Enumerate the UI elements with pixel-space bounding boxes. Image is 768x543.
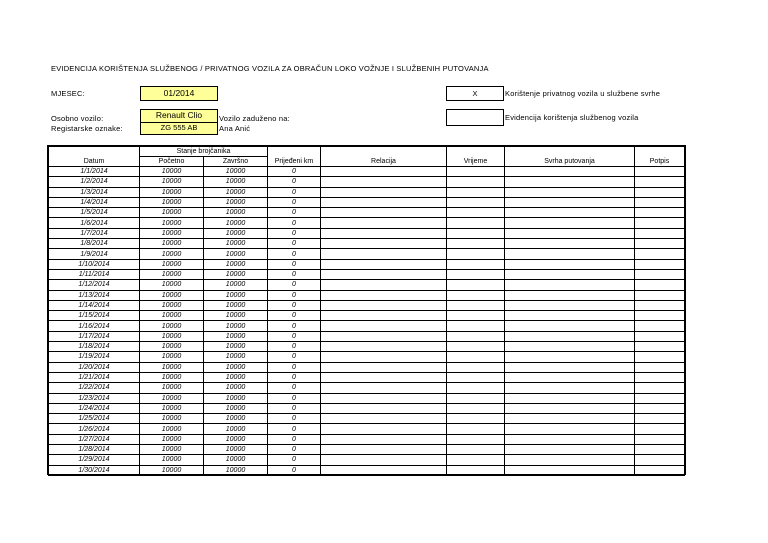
row-date: 1/21/2014 xyxy=(49,372,140,382)
row-start-odometer: 10000 xyxy=(140,311,204,321)
row-start-odometer: 10000 xyxy=(140,342,204,352)
row-route[interactable] xyxy=(321,249,447,259)
row-signature[interactable] xyxy=(635,177,685,187)
row-date: 1/11/2014 xyxy=(49,269,140,279)
row-distance: 0 xyxy=(268,321,321,331)
row-end-odometer: 10000 xyxy=(204,208,268,218)
row-end-odometer: 10000 xyxy=(204,259,268,269)
row-end-odometer: 10000 xyxy=(204,269,268,279)
row-end-odometer: 10000 xyxy=(204,239,268,249)
row-signature[interactable] xyxy=(635,434,685,444)
row-time[interactable] xyxy=(447,208,505,218)
row-date: 1/14/2014 xyxy=(49,300,140,310)
table-row xyxy=(49,218,685,228)
document-title: EVIDENCIJA KORIŠTENJA SLUŽBENOG / PRIVATNOG VOZILA ZA OBRAČUN LOKO VOŽNJE I SLUŽBENIH PUTOVANJA xyxy=(51,64,489,73)
company-vehicle-checkbox[interactable] xyxy=(446,109,504,126)
row-route[interactable] xyxy=(321,434,447,444)
row-purpose[interactable] xyxy=(505,403,635,413)
row-date: 1/12/2014 xyxy=(49,280,140,290)
row-purpose[interactable] xyxy=(505,455,635,465)
row-signature[interactable] xyxy=(635,259,685,269)
row-distance: 0 xyxy=(268,342,321,352)
registration-field[interactable]: ZG 555 AB xyxy=(140,122,218,135)
row-route[interactable] xyxy=(321,362,447,372)
table-row xyxy=(49,445,685,455)
row-date: 1/27/2014 xyxy=(49,434,140,444)
row-distance: 0 xyxy=(268,208,321,218)
row-signature[interactable] xyxy=(635,455,685,465)
row-route[interactable] xyxy=(321,259,447,269)
table-row xyxy=(49,424,685,434)
row-distance: 0 xyxy=(268,269,321,279)
row-date: 1/6/2014 xyxy=(49,218,140,228)
table-row xyxy=(49,311,685,321)
row-distance: 0 xyxy=(268,372,321,382)
row-date: 1/28/2014 xyxy=(49,445,140,455)
row-distance: 0 xyxy=(268,218,321,228)
row-time[interactable] xyxy=(447,218,505,228)
row-route[interactable] xyxy=(321,280,447,290)
row-distance: 0 xyxy=(268,290,321,300)
row-time[interactable] xyxy=(447,383,505,393)
row-time[interactable] xyxy=(447,372,505,382)
row-distance: 0 xyxy=(268,177,321,187)
row-distance: 0 xyxy=(268,383,321,393)
table-row xyxy=(49,290,685,300)
row-distance: 0 xyxy=(268,434,321,444)
table-row xyxy=(49,352,685,362)
row-signature[interactable] xyxy=(635,424,685,434)
private-vehicle-checkbox[interactable]: X xyxy=(446,86,504,101)
row-purpose[interactable] xyxy=(505,177,635,187)
row-route[interactable] xyxy=(321,218,447,228)
row-purpose[interactable] xyxy=(505,331,635,341)
row-purpose[interactable] xyxy=(505,352,635,362)
row-signature[interactable] xyxy=(635,187,685,197)
assigned-label: Vozilo zaduženo na: xyxy=(219,114,290,123)
row-route[interactable] xyxy=(321,424,447,434)
row-route[interactable] xyxy=(321,352,447,362)
row-date: 1/24/2014 xyxy=(49,403,140,413)
row-start-odometer: 10000 xyxy=(140,455,204,465)
row-date: 1/22/2014 xyxy=(49,383,140,393)
row-date: 1/7/2014 xyxy=(49,228,140,238)
row-route[interactable] xyxy=(321,208,447,218)
row-end-odometer: 10000 xyxy=(204,331,268,341)
row-route[interactable] xyxy=(321,290,447,300)
row-start-odometer: 10000 xyxy=(140,290,204,300)
row-distance: 0 xyxy=(268,167,321,177)
row-route[interactable] xyxy=(321,372,447,382)
row-route[interactable] xyxy=(321,187,447,197)
row-distance: 0 xyxy=(268,403,321,413)
month-label: MJESEC: xyxy=(51,89,85,98)
row-start-odometer: 10000 xyxy=(140,208,204,218)
row-end-odometer: 10000 xyxy=(204,177,268,187)
row-signature[interactable] xyxy=(635,414,685,424)
row-distance: 0 xyxy=(268,249,321,259)
row-signature[interactable] xyxy=(635,331,685,341)
row-end-odometer: 10000 xyxy=(204,372,268,382)
row-signature[interactable] xyxy=(635,362,685,372)
row-purpose[interactable] xyxy=(505,342,635,352)
table-row xyxy=(49,342,685,352)
row-purpose[interactable] xyxy=(505,239,635,249)
table-row xyxy=(49,372,685,382)
row-time[interactable] xyxy=(447,455,505,465)
row-date: 1/29/2014 xyxy=(49,455,140,465)
table-row xyxy=(49,280,685,290)
row-purpose[interactable] xyxy=(505,269,635,279)
row-route[interactable] xyxy=(321,455,447,465)
row-start-odometer: 10000 xyxy=(140,414,204,424)
row-route[interactable] xyxy=(321,414,447,424)
table-row xyxy=(49,414,685,424)
row-start-odometer: 10000 xyxy=(140,280,204,290)
table-row xyxy=(49,362,685,372)
row-date: 1/18/2014 xyxy=(49,342,140,352)
row-time[interactable] xyxy=(447,403,505,413)
row-time[interactable] xyxy=(447,321,505,331)
row-purpose[interactable] xyxy=(505,383,635,393)
row-time[interactable] xyxy=(447,393,505,403)
row-purpose[interactable] xyxy=(505,259,635,269)
row-distance: 0 xyxy=(268,239,321,249)
row-end-odometer: 10000 xyxy=(204,321,268,331)
row-end-odometer: 10000 xyxy=(204,290,268,300)
header-vrijeme: Vrijeme xyxy=(447,147,505,167)
table-row xyxy=(49,208,685,218)
table-row xyxy=(49,187,685,197)
row-signature[interactable] xyxy=(635,445,685,455)
row-route[interactable] xyxy=(321,342,447,352)
row-signature[interactable] xyxy=(635,403,685,413)
private-vehicle-label: Korištenje privatnog vozila u službene svrhe xyxy=(505,89,661,98)
row-start-odometer: 10000 xyxy=(140,352,204,362)
row-end-odometer: 10000 xyxy=(204,445,268,455)
row-time[interactable] xyxy=(447,280,505,290)
row-distance: 0 xyxy=(268,187,321,197)
row-signature[interactable] xyxy=(635,280,685,290)
row-signature[interactable] xyxy=(635,352,685,362)
row-start-odometer: 10000 xyxy=(140,383,204,393)
row-distance: 0 xyxy=(268,197,321,207)
row-time[interactable] xyxy=(447,167,505,177)
row-time[interactable] xyxy=(447,414,505,424)
row-date: 1/10/2014 xyxy=(49,259,140,269)
row-purpose[interactable] xyxy=(505,424,635,434)
table-row xyxy=(49,383,685,393)
table-row xyxy=(49,197,685,207)
row-distance: 0 xyxy=(268,424,321,434)
row-route[interactable] xyxy=(321,445,447,455)
row-time[interactable] xyxy=(447,187,505,197)
assigned-value: Ana Anić xyxy=(219,124,251,133)
row-end-odometer: 10000 xyxy=(204,465,268,475)
row-date: 1/8/2014 xyxy=(49,239,140,249)
row-route[interactable] xyxy=(321,311,447,321)
row-time[interactable] xyxy=(447,228,505,238)
row-signature[interactable] xyxy=(635,167,685,177)
table-row xyxy=(49,403,685,413)
row-time[interactable] xyxy=(447,311,505,321)
registration-label: Registarske oznake: xyxy=(51,124,123,133)
row-time[interactable] xyxy=(447,424,505,434)
vehicle-label: Osobno vozilo: xyxy=(51,114,104,123)
row-distance: 0 xyxy=(268,352,321,362)
row-start-odometer: 10000 xyxy=(140,331,204,341)
row-route[interactable] xyxy=(321,393,447,403)
row-end-odometer: 10000 xyxy=(204,342,268,352)
table-row xyxy=(49,177,685,187)
vehicle-field[interactable]: Renault Clio xyxy=(140,109,218,123)
table-row xyxy=(49,249,685,259)
row-time[interactable] xyxy=(447,300,505,310)
row-time[interactable] xyxy=(447,331,505,341)
header-group-counter: Stanje brojčanika xyxy=(140,147,268,157)
row-end-odometer: 10000 xyxy=(204,218,268,228)
row-date: 1/26/2014 xyxy=(49,424,140,434)
row-purpose[interactable] xyxy=(505,280,635,290)
row-start-odometer: 10000 xyxy=(140,218,204,228)
table-row xyxy=(49,269,685,279)
header-potpis: Potpis xyxy=(635,147,685,167)
row-start-odometer: 10000 xyxy=(140,424,204,434)
table-row xyxy=(49,393,685,403)
row-time[interactable] xyxy=(447,269,505,279)
row-purpose[interactable] xyxy=(505,465,635,475)
table-row xyxy=(49,465,685,475)
row-route[interactable] xyxy=(321,383,447,393)
table-row xyxy=(49,434,685,444)
row-start-odometer: 10000 xyxy=(140,465,204,475)
row-purpose[interactable] xyxy=(505,321,635,331)
row-purpose[interactable] xyxy=(505,372,635,382)
row-date: 1/23/2014 xyxy=(49,393,140,403)
row-end-odometer: 10000 xyxy=(204,455,268,465)
row-time[interactable] xyxy=(447,352,505,362)
row-signature[interactable] xyxy=(635,197,685,207)
row-start-odometer: 10000 xyxy=(140,249,204,259)
row-purpose[interactable] xyxy=(505,167,635,177)
row-distance: 0 xyxy=(268,228,321,238)
header-relacija: Relacija xyxy=(321,147,447,167)
row-start-odometer: 10000 xyxy=(140,434,204,444)
row-end-odometer: 10000 xyxy=(204,187,268,197)
row-date: 1/15/2014 xyxy=(49,311,140,321)
row-start-odometer: 10000 xyxy=(140,300,204,310)
row-purpose[interactable] xyxy=(505,197,635,207)
row-date: 1/17/2014 xyxy=(49,331,140,341)
row-time[interactable] xyxy=(447,465,505,475)
row-signature[interactable] xyxy=(635,228,685,238)
row-purpose[interactable] xyxy=(505,249,635,259)
row-route[interactable] xyxy=(321,331,447,341)
month-field[interactable]: 01/2014 xyxy=(140,86,218,101)
row-start-odometer: 10000 xyxy=(140,177,204,187)
row-start-odometer: 10000 xyxy=(140,393,204,403)
row-distance: 0 xyxy=(268,445,321,455)
table-row xyxy=(49,239,685,249)
row-end-odometer: 10000 xyxy=(204,167,268,177)
row-distance: 0 xyxy=(268,280,321,290)
row-distance: 0 xyxy=(268,393,321,403)
row-start-odometer: 10000 xyxy=(140,403,204,413)
row-end-odometer: 10000 xyxy=(204,403,268,413)
row-purpose[interactable] xyxy=(505,208,635,218)
row-distance: 0 xyxy=(268,311,321,321)
row-signature[interactable] xyxy=(635,372,685,382)
row-purpose[interactable] xyxy=(505,311,635,321)
row-purpose[interactable] xyxy=(505,362,635,372)
row-end-odometer: 10000 xyxy=(204,393,268,403)
row-signature[interactable] xyxy=(635,342,685,352)
header-datum: Datum xyxy=(49,147,140,167)
row-signature[interactable] xyxy=(635,383,685,393)
row-end-odometer: 10000 xyxy=(204,228,268,238)
row-distance: 0 xyxy=(268,331,321,341)
row-time[interactable] xyxy=(447,197,505,207)
row-end-odometer: 10000 xyxy=(204,311,268,321)
row-start-odometer: 10000 xyxy=(140,321,204,331)
row-signature[interactable] xyxy=(635,239,685,249)
row-purpose[interactable] xyxy=(505,414,635,424)
row-distance: 0 xyxy=(268,259,321,269)
row-start-odometer: 10000 xyxy=(140,197,204,207)
row-signature[interactable] xyxy=(635,290,685,300)
row-start-odometer: 10000 xyxy=(140,187,204,197)
row-route[interactable] xyxy=(321,321,447,331)
row-purpose[interactable] xyxy=(505,218,635,228)
row-purpose[interactable] xyxy=(505,393,635,403)
row-start-odometer: 10000 xyxy=(140,239,204,249)
row-time[interactable] xyxy=(447,239,505,249)
row-route[interactable] xyxy=(321,300,447,310)
row-date: 1/2/2014 xyxy=(49,177,140,187)
row-end-odometer: 10000 xyxy=(204,280,268,290)
table-row xyxy=(49,167,685,177)
row-signature[interactable] xyxy=(635,208,685,218)
row-start-odometer: 10000 xyxy=(140,259,204,269)
table-row xyxy=(49,259,685,269)
row-time[interactable] xyxy=(447,249,505,259)
row-signature[interactable] xyxy=(635,393,685,403)
row-time[interactable] xyxy=(447,434,505,444)
row-start-odometer: 10000 xyxy=(140,228,204,238)
row-time[interactable] xyxy=(447,362,505,372)
row-route[interactable] xyxy=(321,269,447,279)
row-end-odometer: 10000 xyxy=(204,249,268,259)
log-table xyxy=(48,146,685,476)
row-time[interactable] xyxy=(447,445,505,455)
row-purpose[interactable] xyxy=(505,445,635,455)
row-date: 1/9/2014 xyxy=(49,249,140,259)
row-distance: 0 xyxy=(268,362,321,372)
row-purpose[interactable] xyxy=(505,434,635,444)
row-route[interactable] xyxy=(321,239,447,249)
row-end-odometer: 10000 xyxy=(204,362,268,372)
header-svrha: Svrha putovanja xyxy=(505,147,635,167)
row-signature[interactable] xyxy=(635,311,685,321)
row-route[interactable] xyxy=(321,197,447,207)
row-start-odometer: 10000 xyxy=(140,167,204,177)
row-route[interactable] xyxy=(321,228,447,238)
row-end-odometer: 10000 xyxy=(204,383,268,393)
row-date: 1/30/2014 xyxy=(49,465,140,475)
row-start-odometer: 10000 xyxy=(140,269,204,279)
row-end-odometer: 10000 xyxy=(204,434,268,444)
row-time[interactable] xyxy=(447,177,505,187)
company-vehicle-label: Evidencija korištenja službenog vozila xyxy=(505,113,639,122)
header-km: Prijeđeni km xyxy=(268,147,321,167)
row-purpose[interactable] xyxy=(505,228,635,238)
table-row xyxy=(49,455,685,465)
header-zavrsno: Završno xyxy=(204,157,268,167)
row-end-odometer: 10000 xyxy=(204,300,268,310)
row-end-odometer: 10000 xyxy=(204,197,268,207)
row-purpose[interactable] xyxy=(505,300,635,310)
header-pocetno: Početno xyxy=(140,157,204,167)
row-route[interactable] xyxy=(321,465,447,475)
row-date: 1/25/2014 xyxy=(49,414,140,424)
table-row xyxy=(49,321,685,331)
row-signature[interactable] xyxy=(635,465,685,475)
row-distance: 0 xyxy=(268,414,321,424)
row-route[interactable] xyxy=(321,167,447,177)
row-end-odometer: 10000 xyxy=(204,352,268,362)
row-signature[interactable] xyxy=(635,218,685,228)
row-date: 1/16/2014 xyxy=(49,321,140,331)
row-distance: 0 xyxy=(268,455,321,465)
row-date: 1/5/2014 xyxy=(49,208,140,218)
row-signature[interactable] xyxy=(635,249,685,259)
row-time[interactable] xyxy=(447,259,505,269)
table-row xyxy=(49,331,685,341)
row-time[interactable] xyxy=(447,290,505,300)
row-start-odometer: 10000 xyxy=(140,362,204,372)
row-end-odometer: 10000 xyxy=(204,424,268,434)
row-route[interactable] xyxy=(321,177,447,187)
row-signature[interactable] xyxy=(635,321,685,331)
row-date: 1/3/2014 xyxy=(49,187,140,197)
row-signature[interactable] xyxy=(635,269,685,279)
row-date: 1/13/2014 xyxy=(49,290,140,300)
row-time[interactable] xyxy=(447,342,505,352)
table-row xyxy=(49,300,685,310)
row-distance: 0 xyxy=(268,465,321,475)
row-date: 1/4/2014 xyxy=(49,197,140,207)
row-distance: 0 xyxy=(268,300,321,310)
table-row xyxy=(49,228,685,238)
row-start-odometer: 10000 xyxy=(140,372,204,382)
row-date: 1/1/2014 xyxy=(49,167,140,177)
row-purpose[interactable] xyxy=(505,290,635,300)
row-date: 1/20/2014 xyxy=(49,362,140,372)
row-end-odometer: 10000 xyxy=(204,414,268,424)
row-route[interactable] xyxy=(321,403,447,413)
row-purpose[interactable] xyxy=(505,187,635,197)
row-signature[interactable] xyxy=(635,300,685,310)
row-start-odometer: 10000 xyxy=(140,445,204,455)
row-date: 1/19/2014 xyxy=(49,352,140,362)
